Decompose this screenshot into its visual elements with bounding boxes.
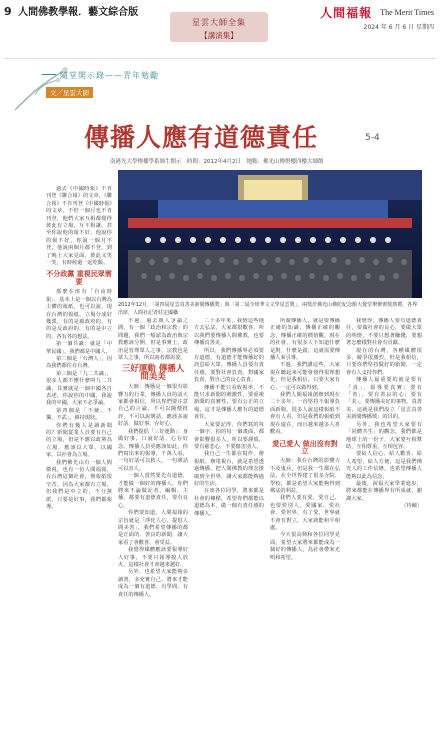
paragraph: 現在的台灣，各種媒體很多，競爭很激烈，但是我相信，只要你們堅持做好的新聞，一定會有人支持你們。 <box>346 347 422 376</box>
paragraph: 要給人信心、給人歡喜、給人希望、給人方便，這是我們佛光人的工作信條，也希望傳播人能夠以此為信念。 <box>346 451 422 480</box>
paragraph: 大師：我在台灣的影響力不及鬼兵，但是我一生都在弘法，在全世界建了很多寺院、學校，都是希望大家能夠得到佛法的利益。 <box>270 458 340 494</box>
article-title: 傳播人應有道德責任 <box>84 123 319 152</box>
article-column-4 <box>270 318 340 726</box>
series-box <box>170 12 268 42</box>
paragraph: 另外，也希望大家能夠多讀書，多充實自己，將來才能成為一個有道德、有學問、有責任的傳播人。 <box>118 569 188 598</box>
paragraph: 所謂傳播人，就是要傳播正確的知識，傳播正確的觀念，傳播正確的價值觀。現在的社會，有很多人不知道什麼是對，什麼是錯，這就需要傳播人來引導。 <box>270 318 340 362</box>
paragraph: 大家要記得，你們寫的每一個字，拍的每一個畫面，都會影響很多人，所以要謹慎，要有慈悲心，不要傷害別人。 <box>194 421 264 450</box>
newspaper-logo: 人間福報 <box>320 6 373 20</box>
to-be-continued: （待續） <box>401 503 422 510</box>
article-column-5 <box>346 318 422 726</box>
column-title-dash <box>42 74 56 75</box>
paragraph: 第三個是「九二共識」，很多人都不懂什麼叫九二共識，其實就是一個中國各自表述，你說你的中國，我說我的中國，大家不必爭論。 <box>46 370 112 407</box>
byline: 文／星雲大師 <box>46 87 93 98</box>
newspaper-english-name: The Merit Times <box>380 8 434 17</box>
issue-date: 2024 年 6 月 6 日 星期四 <box>363 24 434 31</box>
paragraph: 所以，我們傳播界必須要有道德，有道德才能傳播好的訊息給大眾，傳播人員要有責任感，要對社會負責，對國家負責，對自己的良心負責。 <box>194 347 264 384</box>
series-title: 星雲大師全集 <box>192 18 246 27</box>
subheading: 不分政黨 重視民眾需要 <box>46 270 112 286</box>
masthead <box>320 2 434 31</box>
paragraph: 在座各位同學，將來都是社會的棟樑，希望你們都能以道德為本，做一個有責任感的傳播人。 <box>194 488 264 517</box>
series-subtitle: 【講演集】 <box>200 31 238 40</box>
paragraph: 我們人要有愛，愛自己，也要愛別人，愛國家、愛社會、愛世界，有了愛，世界就不會有對立，大家就能和平相處。 <box>270 495 340 531</box>
paragraph: 傳播人最重要的就是要有「真」，報導要真實；要有「善」，要有善良的心；要有「美」，要傳播美好的事物。真善美，這就是我們設立「星雲真善美新聞傳播獎」的目的。 <box>346 377 422 421</box>
paragraph: 過去《中國時報》不肯刊登《聯合報》的文章，《聯合報》不肯刊登《中國時報》的文章，不但一個月也不肯刊登，他們大家互相都覺得彼此有立場，互不相讓。甚至你說他的報不好，他說你的報不好，你說一個月不登，他說兩個月都不登，到了晚上大家見面，彼此又笑一笑，有時候還一起吃飯。 <box>46 186 112 267</box>
paragraph: 大師：傳播是一個很有影響力的行業，傳播人員的話大家都會相信，所以你們要注意自己的言論，不可以隨便批評，不可以說壞話，應該多說好話、做好事、存好心。 <box>118 384 188 428</box>
subheading: 愛己愛人 做出沒有對立 <box>272 439 338 455</box>
article-meta: 南港光大學傳播學系師生開示 時間：2012年4月2日 地點：佛光山傳燈樓四樓大師館 <box>110 159 324 165</box>
paragraph: 你們有幾人是讀新聞的？新聞從業人員要有自己的立場，但是不應以政黨為立場，應該以大眾、以國家、以社會為立場。 <box>46 422 112 459</box>
page-header <box>4 3 138 18</box>
paragraph: 傳播不能只看收視率，不能只求新聞的刺激性，要重視新聞的真實性，要有公正的立場，這才是傳播人應有的道德責任。 <box>194 384 264 421</box>
paragraph: 二十多年來，我到這些地方去弘法，大家都很歡喜，所以我們要傳播人間佛教，也要傳播真善美。 <box>194 318 264 347</box>
paragraph: 第二個是「台灣人」，因為我們都住在台灣。 <box>46 355 112 370</box>
paragraph: 我自己一生都在寫作、辦報紙、辦電視台，就是希望透過傳播，把人間佛教的理念推廣到全世界，讓大家都能夠過好的生活。 <box>194 451 264 487</box>
photo-caption: 2012年12月，「第四屆星雲真善美新聞傳播獎」與「第二屆全球華文文學星雲獎」，兩獎於佛光山佛陀紀念館大覺堂舉辦頒獎典禮，各界出席，人間社記者莊定國攝 <box>118 302 418 316</box>
paragraph: 今天很高興和各位同學見面，希望大家將來都能成為一個好的傳播人，為社會帶來光明和希望。 <box>270 532 340 561</box>
paragraph: 我覺得，傳播人要有道德責任，要做社會的良心，要做大眾的明燈，不要只想著賺錢，要想著怎麼樣對社會有貢獻。 <box>346 318 422 347</box>
event-photo <box>118 170 422 298</box>
page-number: 9 <box>4 5 12 18</box>
paragraph: 另外，我也希望大家要有「同體共生」的觀念，我們都是地球上的一份子，大家要互相幫助，互相尊重，互相包容。 <box>346 421 422 450</box>
article-column-1 <box>46 186 112 726</box>
paragraph: 我覺得媒體應該要報導好人好事，不要只報導殺人放火，這樣社會才會越來越好。 <box>118 547 188 568</box>
article-column-3 <box>194 318 264 726</box>
header-divider <box>4 58 436 59</box>
episode-number: 5-4 <box>365 133 380 143</box>
paragraph: 最後，祝福大家學業進步，將來都能在傳播界有所成就，謝謝大家。 <box>346 480 422 502</box>
paragraph: 第四個是「不統、不獨、不武」，維持現狀。 <box>46 407 112 422</box>
section-name: 人間佛教學報．藝文綜合版 <box>18 7 139 18</box>
paragraph: 我們人間福報創辦到現在二十多年，一直堅持不報導負面新聞，很多人說這樣報紙不會有人看，但是我們的報紙到現在還在，而且越來越多人喜歡看。 <box>270 392 340 436</box>
subheading: 三好運動 傳播人間美美 <box>121 364 185 382</box>
paragraph: 我們提倡「三好運動」：身做好事、口說好話、心存好念。傳播人員更應該如此，你們寫出來的報導，千萬人看，一句好話可以救人，一句壞話可以害人。 <box>118 428 188 472</box>
column-title: 隨堂開示錄——青年勉勵 <box>60 71 159 80</box>
paragraph: 一個人當然要先有道德，才能做一個好的傳播人。你們將來不論做記者、編輯、主播，都要有道德責任，要有良心。 <box>118 473 188 509</box>
paragraph: 我們佛光山有一個人間衛視，也有一份人間福報，在台灣這個社會，辦報紙很辛苦，因為大家都有立場，但我們是中立的，不分黨派，只要是好事，我們都報導。 <box>46 459 112 511</box>
paragraph: 不過，我們講這些，大家現在聽起來可能會覺得很理想化，但是我相信，只要大家有心，一定可以做得到。 <box>270 362 340 391</box>
article-column-2 <box>118 318 188 726</box>
paragraph: 那麼在座有「自由時報」，基本上是一個以台灣為主體的報紙，也可以說，現在台灣的報紙，立場分成好幾派，有的是親政府的，有的是反政府的，有的是中立的，各有各的想法。 <box>46 289 112 340</box>
paragraph: 第一個共識：就是「中華民國」，我們都是中國人。 <box>46 341 112 355</box>
paragraph: 不過，過去與人爭論之間，有一個「政治和宗教」的問題，我們一般認為政治與宗教應該分開，但是事實上，政治是管理眾人之事，宗教也是眾人之事，所以兩者都需要。 <box>118 318 188 362</box>
paragraph: 你們要知道，人間福報的宗旨就是「淨化人心、提倡人間美善」，我們希望傳播的都是正面的、善良的新聞，讓大家看了會歡喜、會受益。 <box>118 510 188 546</box>
